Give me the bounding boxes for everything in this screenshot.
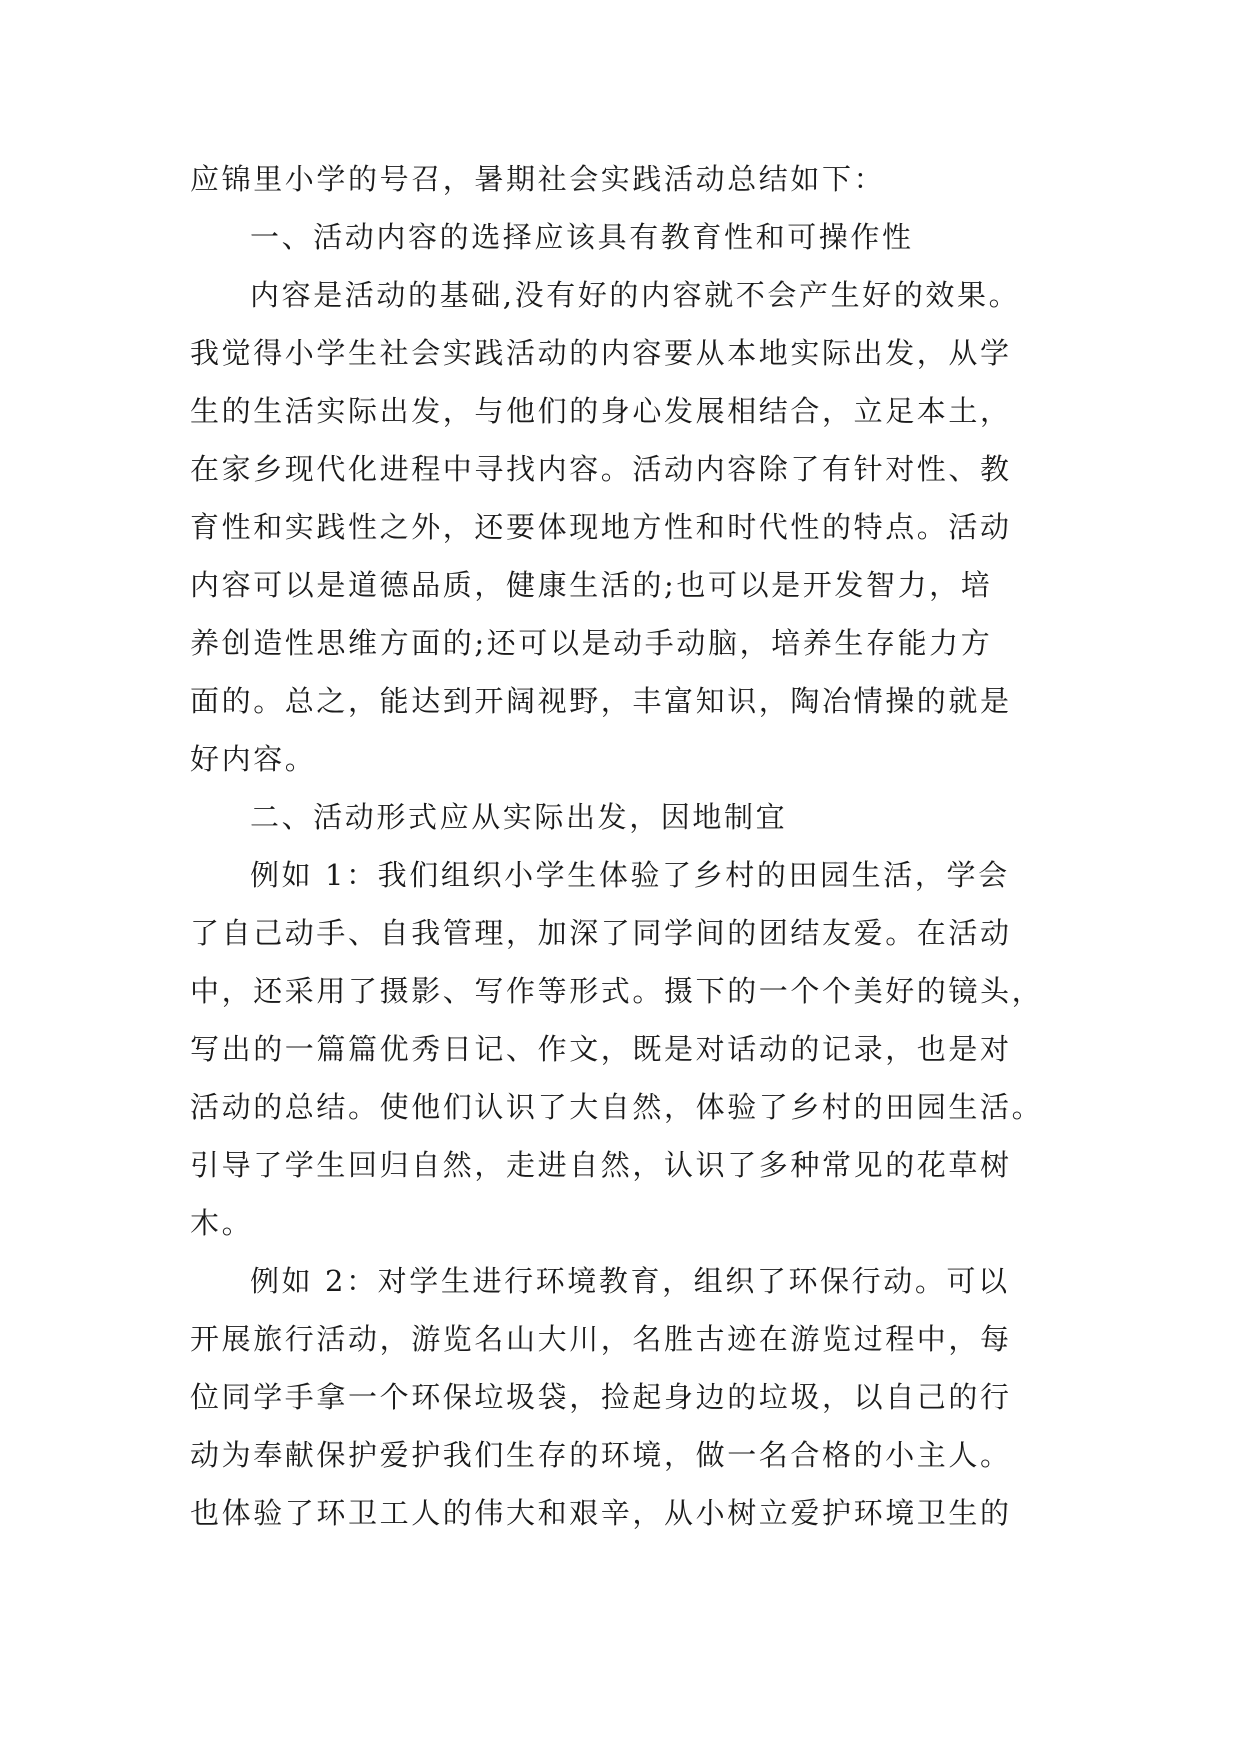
- text-line-15: 中，还采用了摄影、写作等形式。摄下的一个个美好的镜头，: [190, 974, 1044, 1008]
- text-line-12: 二、活动形式应从实际出发，因地制宜: [250, 800, 788, 834]
- text-line-10: 面的。总之，能达到开阔视野，丰富知识，陶冶情操的就是: [190, 684, 1012, 718]
- text-line-23: 动为奉献保护爱护我们生存的环境，做一名合格的小主人。: [190, 1438, 1012, 1472]
- text-line-2: 一、活动内容的选择应该具有教育性和可操作性: [250, 220, 914, 254]
- text-line-1: 应锦里小学的号召，暑期社会实践活动总结如下：: [190, 162, 886, 196]
- text-line-13: 例如 1：我们组织小学生体验了乡村的田园生活，学会: [250, 858, 1010, 892]
- text-line-11: 好内容。: [190, 742, 317, 776]
- text-line-18: 引导了学生回归自然，走进自然，认识了多种常见的花草树: [190, 1148, 1012, 1182]
- text-line-22: 位同学手拿一个环保垃圾袋，捡起身边的垃圾，以自己的行: [190, 1380, 1012, 1414]
- text-line-17: 活动的总结。使他们认识了大自然，体验了乡村的田园生活。: [190, 1090, 1044, 1124]
- text-line-6: 在家乡现代化进程中寻找内容。活动内容除了有针对性、教: [190, 452, 1012, 486]
- text-line-9: 养创造性思维方面的;还可以是动手动脑，培养生存能力方: [190, 626, 993, 660]
- text-line-21: 开展旅行活动，游览名山大川，名胜古迹在游览过程中，每: [190, 1322, 1012, 1356]
- text-line-16: 写出的一篇篇优秀日记、作文，既是对话动的记录，也是对: [190, 1032, 1012, 1066]
- text-line-20: 例如 2：对学生进行环境教育，组织了环保行动。可以: [250, 1264, 1010, 1298]
- text-line-8: 内容可以是道德品质，健康生活的;也可以是开发智力，培: [190, 568, 993, 602]
- text-line-24: 也体验了环卫工人的伟大和艰辛，从小树立爱护环境卫生的: [190, 1496, 1012, 1530]
- document-body: [190, 150, 1070, 1542]
- text-line-19: 木。: [190, 1206, 254, 1240]
- text-line-7: 育性和实践性之外，还要体现地方性和时代性的特点。活动: [190, 510, 1012, 544]
- text-line-14: 了自己动手、自我管理，加深了同学间的团结友爱。在活动: [190, 916, 1012, 950]
- text-line-3: 内容是活动的基础,没有好的内容就不会产生好的效果。: [250, 278, 1021, 312]
- text-line-4: 我觉得小学生社会实践活动的内容要从本地实际出发，从学: [190, 336, 1012, 370]
- text-line-5: 生的生活实际出发，与他们的身心发展相结合，立足本土，: [190, 394, 1012, 428]
